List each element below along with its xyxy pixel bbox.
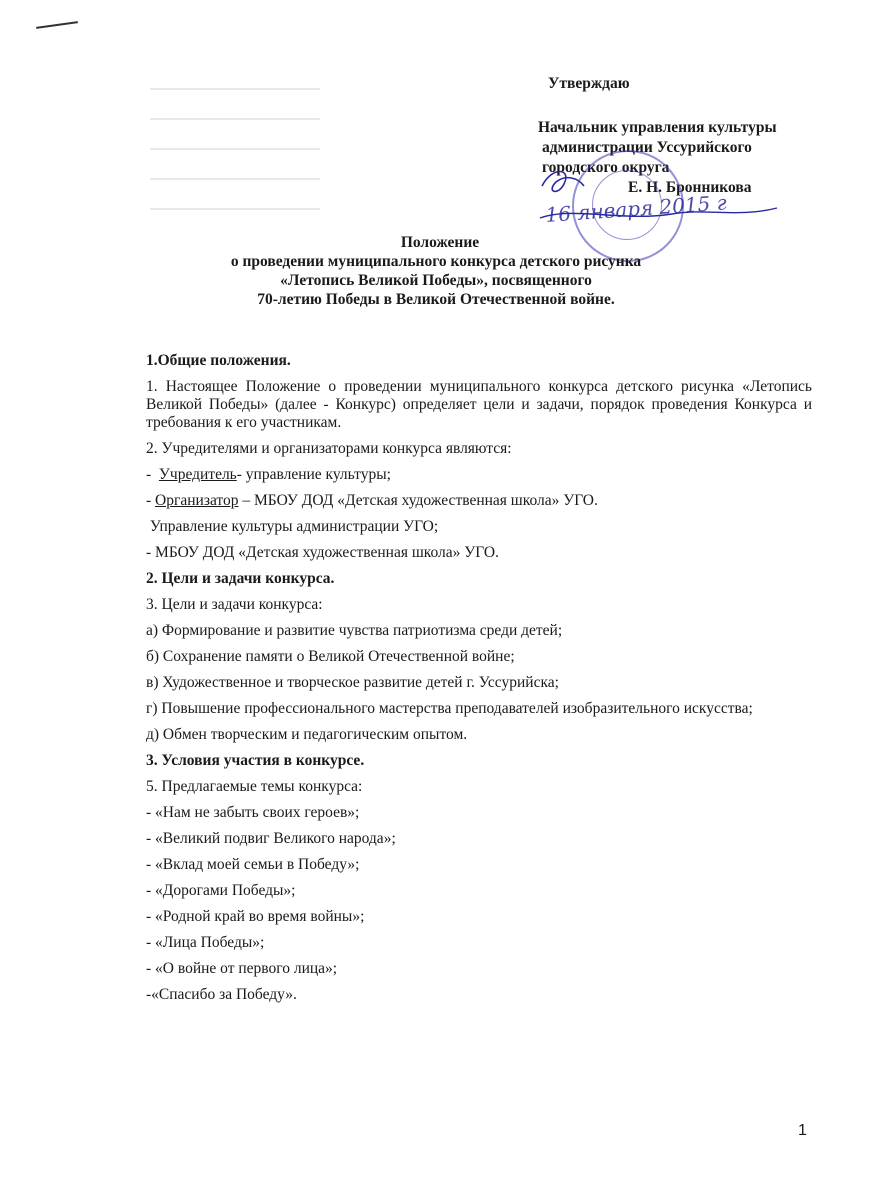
topic-item: -«Спасибо за Победу». [146,986,297,1003]
title-line-2: о проведении муниципального конкурса детского рисунка [230,253,642,270]
document-title [0,233,872,309]
approval-position-line3: городского округа [542,159,670,176]
goal-d: г) Повышение профессионального мастерства преподавателей изобразительного искусства; [146,700,753,717]
section-1-paragraph-2: 2. Учредителями и организаторами конкурса являются: [146,440,512,457]
approval-position-line2: администрации Уссурийского [542,139,752,156]
approval-name: Е. Н. Бронникова [628,179,752,196]
title-line-4: 70-летию Победы в Великой Отечественной войне. [257,291,615,308]
goal-b: б) Сохранение памяти о Великой Отечественной войне; [146,648,515,665]
goal-c: в) Художественное и творческое развитие детей г. Уссурийска; [146,674,559,691]
approve-word: Утверждаю [548,75,630,92]
document-body [146,352,812,1012]
title-line-3: «Летопись Великой Победы», посвященного [280,272,592,289]
topic-item: - «Великий подвиг Великого народа»; [146,830,396,847]
approval-position-line1: Начальник управления культуры [538,119,777,136]
founder-prefix: - [146,466,159,483]
section-3-intro: 5. Предлагаемые темы конкурса: [146,778,363,795]
topic-item: - «Родной край во время войны»; [146,908,365,925]
goal-e: д) Обмен творческим и педагогическим опытом. [146,726,468,743]
corner-pen-mark [36,21,78,29]
section-1-paragraph-3: Управление культуры администрации УГО; [146,518,439,535]
svg-text:16 января 2015 г: 16 января 2015 г [544,190,728,227]
section-1-paragraph-4: - МБОУ ДОД «Детская художественная школа» УГО. [146,544,499,561]
founder-line [146,466,812,484]
section-1-heading: 1.Общие положения. [146,352,291,369]
topic-item: - «Дорогами Победы»; [146,882,296,899]
title-line-1: Положение [400,234,480,251]
organizer-line [146,492,812,510]
topic-item: - «Нам не забыть своих героев»; [146,804,360,821]
topic-item: - «Лица Победы»; [146,934,265,951]
organizer-label: Организатор [155,492,239,509]
page-number: 1 [798,1122,807,1139]
section-2-heading: 2. Цели и задачи конкурса. [146,570,335,587]
organizer-text: – МБОУ ДОД «Детская художественная школа» УГО. [238,492,598,509]
founder-text: - управление культуры; [236,466,391,483]
section-1-paragraph-1: 1. Настоящее Положение о проведении муниципального конкурса детского рисунка «Летопись Великой Победы» (далее - Конкурс) определяет цели и задачи, порядок проведения Конкурса и требования к его участникам. [146,378,812,431]
section-3-heading: 3. Условия участия в конкурсе. [146,752,365,769]
faded-bleedthrough [150,88,350,238]
topic-item: - «Вклад моей семьи в Победу»; [146,856,360,873]
goal-a: а) Формирование и развитие чувства патриотизма среди детей; [146,622,563,639]
topic-item: - «О войне от первого лица»; [146,960,338,977]
organizer-prefix: - [146,492,156,509]
founder-label: Учредитель [158,466,237,483]
section-2-intro: 3. Цели и задачи конкурса: [146,596,323,613]
